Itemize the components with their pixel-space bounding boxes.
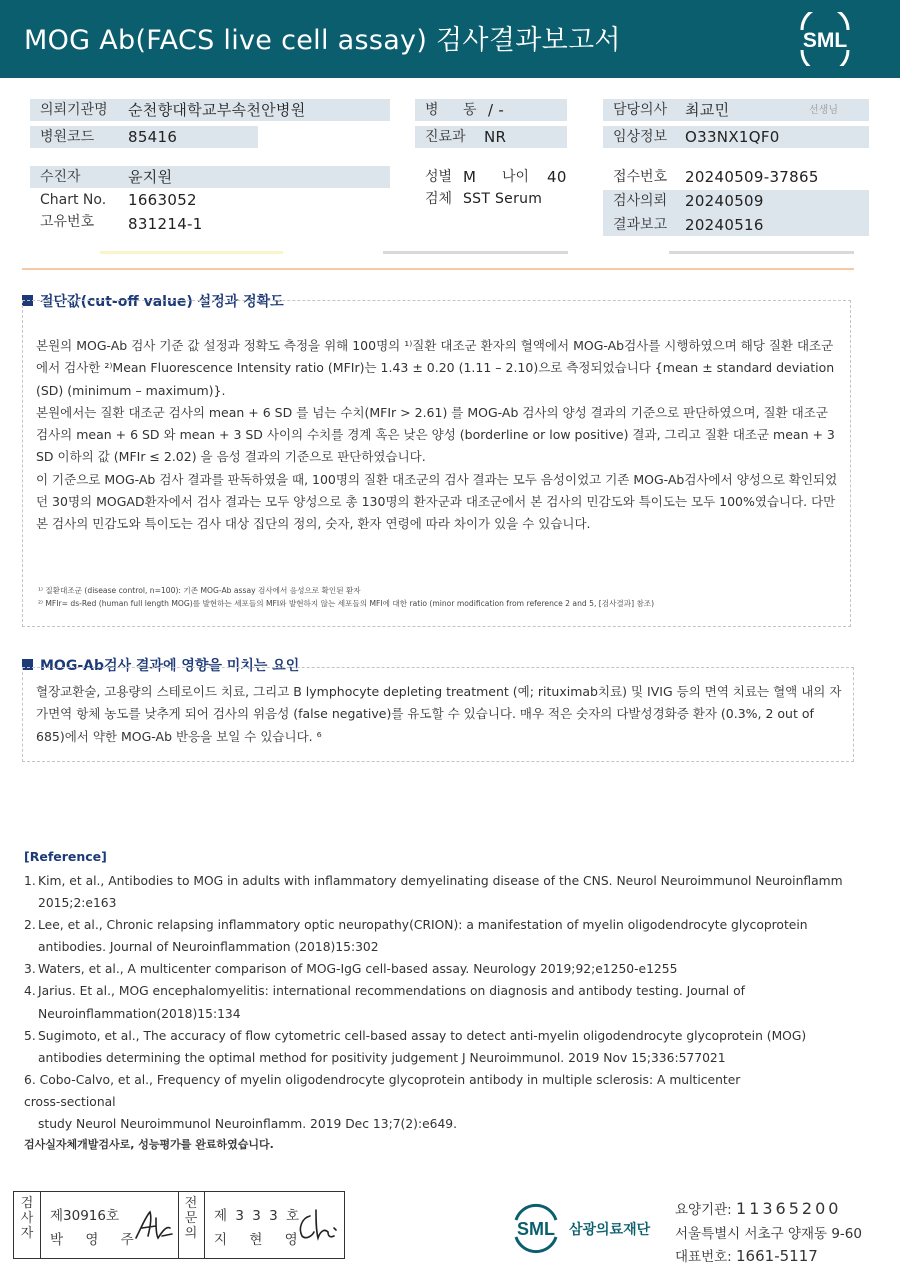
- org-code: [675, 1198, 841, 1218]
- reference-item: 6. Cobo-Calvo, et al., Frequency of myelin oligodendrocyte glycoprotein antibody in multiple sclerosis: A multicenter cross-sectional study Neurol Neuroimmunol Neuroinflamm. 2019 Dec 13;7(2):e649.: [24, 1072, 741, 1132]
- accent-bar: [100, 251, 283, 254]
- footnote-2: ²⁾ MFIr= ds-Red (human full length MOG)를 발현하는 세포들의 MFI와 발현하지 않는 세포들의 MFI에 대한 ratio (minor modification from reference 2 and 5, [검사결과] 참조): [38, 599, 655, 608]
- specialist-license: 제 3 3 3 호: [214, 1208, 302, 1224]
- age-label: 나이: [502, 169, 530, 185]
- report-header: [0, 0, 900, 78]
- divider: [22, 268, 854, 270]
- examiner-signature-icon: [132, 1206, 176, 1246]
- uid-value: 831214-1: [128, 215, 203, 233]
- vertical-label-char: 검: [20, 1196, 34, 1211]
- hospital-code-value: 85416: [128, 128, 178, 146]
- vertical-label-char: 전: [184, 1196, 198, 1211]
- institution-label: 의뢰기관명: [40, 102, 108, 118]
- ward-label: 병 동: [425, 102, 487, 118]
- request-value: 20240509: [685, 192, 764, 210]
- receipt-label: 접수번호: [613, 169, 668, 185]
- uid-label: 고유번호: [40, 214, 95, 230]
- doctor-value: 최교민: [685, 101, 730, 119]
- hospital-code-label: 병원코드: [40, 129, 95, 145]
- org-name: 삼광의료재단: [569, 1222, 651, 1238]
- section1-paragraph: 이 기준으로 MOG-Ab 검사 결과를 판독하였을 때, 100명의 질환 대조군의 검사 결과는 모두 음성이었고 기존 MOG-Ab검사에서 양성으로 확인되었던 30명의 MOGAD환자에서 검사 결과는 모두 양성으로 총 130명의 환자군과 대조군에서 본 검사의 민감도와 특이도는 모두 100%였습니다. 다만 본 검사의 민감도와 특이도는 검사 대상 집단의 정의, 숫자, 환자 연령에 따라 차이가 있을 수 있습니다.: [36, 471, 838, 532]
- request-label: 검사의뢰: [613, 193, 668, 209]
- sml-footer-logo-text: SML: [517, 1219, 555, 1239]
- specialist-label: [178, 1196, 204, 1241]
- report-date-value: 20240516: [685, 216, 764, 234]
- section1-paragraph: 본원의 MOG-Ab 검사 기준 값 설정과 정확도 측정을 위해 100명의 ¹⁾질환 대조군 환자의 혈액에서 MOG-Ab검사를 시행하였으며 해당 질환 대조군에서 검사한 ²⁾Mean Fluorescence Intensity ratio (MFIr)는 1.43 ± 0.20 (1.11 – 2.10)으로 측정되었습니다 {mean ± standard deviation (SD) (minimum – maximum)}.: [36, 338, 835, 398]
- doctor-label: 담당의사: [613, 102, 668, 118]
- chart-value: 1663052: [128, 191, 197, 209]
- section2-title-text: MOG-Ab검사 결과에 영향을 미치는 요인: [40, 658, 300, 674]
- report-label: 결과보고: [613, 217, 668, 233]
- reference-item: 5. Sugimoto, et al., The accuracy of flow cytometric cell-based assay to detect anti-myelin oligodendrocyte glycoprotein (MOG) antibodies determining the optimal method for positivity judgement J Neuroimmunol. 2019 Nov 15;336:577021: [24, 1028, 807, 1065]
- reference-list: [24, 870, 854, 1135]
- divider: [204, 1192, 205, 1258]
- clinical-label: 임상정보: [613, 129, 668, 145]
- specimen-label: 검체: [425, 191, 453, 207]
- section2-paragraph: 혈장교환술, 고용량의 스테로이드 치료, 그리고 B lymphocyte depleting treatment (예; rituximab치료) 및 IVIG 등의 면역 치료는 혈액 내의 자가면역 항체 농도를 낮추게 되어 검사의 위음성 (false negative)를 유도할 수 있습니다. 매우 적은 숫자의 다발성경화증 환자 (0.3%, 2 out of 685)에서 약한 MOG-Ab 반응을 보일 수 있습니다. ⁶: [36, 684, 842, 744]
- clinical-value: O33NX1QF0: [685, 128, 780, 146]
- sml-logo-icon: [790, 12, 860, 66]
- reference-title: [Reference]: [24, 849, 107, 864]
- sex-label: 성별: [425, 169, 453, 185]
- vertical-label-char: 사: [20, 1211, 34, 1226]
- vertical-label-char: 의: [184, 1226, 198, 1241]
- examiner-name: 박 영 주: [50, 1232, 143, 1248]
- patient-label: 수진자: [40, 169, 81, 185]
- chart-label: Chart No.: [40, 192, 107, 208]
- examiner-license: 제30916호: [50, 1208, 120, 1224]
- dept-value: NR: [484, 128, 507, 146]
- vertical-label-char: 문: [184, 1211, 198, 1226]
- divider: [40, 1192, 41, 1258]
- sex-value: M: [463, 168, 477, 186]
- reference-item: 4. Jarius. Et al., MOG encephalomyelitis: international recommendations on diagnosis and antibody testing. Journal of Neuroinflammation(2018)15:134: [24, 984, 745, 1021]
- ward-value: / -: [488, 101, 505, 119]
- vertical-label-char: 자: [20, 1226, 34, 1241]
- section1-body: [36, 335, 840, 536]
- specialist-name: 지 현 영: [214, 1232, 307, 1248]
- section2-body: [36, 681, 842, 748]
- section1-paragraph: 본원에서는 질환 대조군 검사의 mean + 6 SD 를 넘는 수치(MFIr > 2.61) 를 MOG-Ab 검사의 양성 결과의 기준으로 판단하였으며, 질환 대조군 검사의 mean + 6 SD 와 mean + 3 SD 사이의 수치를 경계 혹은 낮은 양성 (borderline or low positive) 결과, 그리고 질환 대조군 mean + 3 SD 이하의 값 (MFIr ≤ 2.02) 을 음성 결과의 기준으로 판단하였습니다.: [36, 404, 835, 465]
- patient-value: 윤지원: [128, 168, 173, 186]
- org-address: 서울특별시 서초구 양재동 9-60: [675, 1226, 862, 1242]
- dept-label: 진료과: [425, 129, 466, 145]
- reference-item: 3. Waters, et al., A multicenter comparison of MOG-IgG cell-based assay. Neurology 2019;92;e1250-e1255: [24, 962, 678, 977]
- sml-footer-logo-icon: [508, 1200, 564, 1256]
- examiner-label: [14, 1196, 40, 1241]
- specialist-signature-icon: [294, 1206, 340, 1246]
- receipt-value: 20240509-37865: [685, 168, 819, 186]
- validation-note: 검사실자체개발검사로, 성능평가를 완료하였습니다.: [24, 1138, 274, 1151]
- org-phone-label: 대표번호:: [675, 1249, 732, 1265]
- reference-item: 1. Kim, et al., Antibodies to MOG in adults with inflammatory demyelinating disease of the CNS. Neurol Neuroimmunol Neuroinflamm 2015;2:e163: [24, 874, 843, 911]
- org-phone: [675, 1245, 818, 1265]
- org-code-value: 11365200: [736, 1199, 842, 1218]
- sml-logo-text: SML: [802, 29, 848, 52]
- patient-row: [30, 166, 390, 188]
- report-title: MOG Ab(FACS live cell assay) 검사결과보고서: [24, 25, 621, 56]
- footnote-1: ¹⁾ 질환대조군 (disease control, n=100): 기존 MOG-Ab assay 검사에서 음성으로 확인된 환자: [38, 586, 361, 595]
- accent-bar: [669, 251, 854, 254]
- specimen-value: SST Serum: [463, 191, 543, 207]
- doctor-suffix: 선생님: [809, 105, 838, 116]
- org-phone-value: 1661-5117: [736, 1247, 818, 1265]
- section1-title-text: 절단값(cut-off value) 설정과 정확도: [40, 294, 284, 310]
- org-code-label: 요양기관:: [675, 1202, 732, 1218]
- reference-item: 2. Lee, et al., Chronic relapsing inflammatory optic neuropathy(CRION): a manifestation of myelin oligodendrocyte glycoprotein antibodies. Journal of Neuroinflammation (2018)15:302: [24, 918, 808, 955]
- institution-value: 순천향대학교부속천안병원: [128, 101, 306, 119]
- accent-bar: [383, 251, 568, 254]
- age-value: 40: [547, 168, 567, 186]
- signature-box: [13, 1191, 345, 1259]
